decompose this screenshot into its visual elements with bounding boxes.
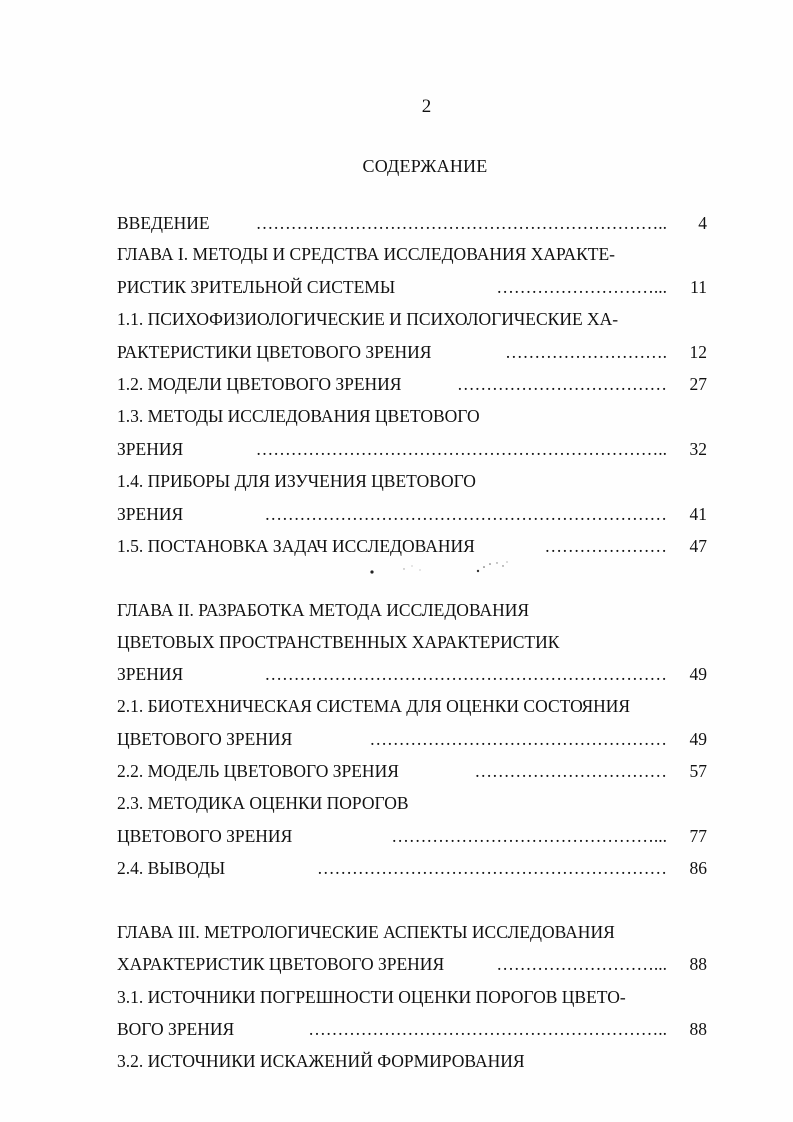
toc-entry [117,306,707,332]
toc-entry-text: 3.1. ИСТОЧНИКИ ПОГРЕШНОСТИ ОЦЕНКИ ПОРОГОВ ЦВЕТО- [117,987,626,1007]
toc-entry-text: ЗРЕНИЯ [117,504,184,524]
toc-entry-text: ГЛАВА I. МЕТОДЫ И СРЕДСТВА ИССЛЕДОВАНИЯ ХАРАКТЕ- [117,244,616,264]
toc-entry-text: ЦВЕТОВОГО ЗРЕНИЯ [117,729,293,749]
toc-entry [117,274,707,300]
toc-entry-dots: ………………………... [496,277,667,297]
toc-entry-text: 3.2. ИСТОЧНИКИ ИСКАЖЕНИЙ ФОРМИРОВАНИЯ [117,1051,525,1071]
toc-entry-page: 88 [689,1019,707,1039]
toc-entry-page: 32 [689,439,707,459]
toc-entry-text: ЦВЕТОВОГО ЗРЕНИЯ [117,826,293,846]
toc-entry-text: РИСТИК ЗРИТЕЛЬНОЙ СИСТЕМЫ [117,277,396,297]
toc-entry [117,855,707,881]
toc-entry [117,403,707,429]
toc-entry-text: 2.2. МОДЕЛЬ ЦВЕТОВОГО ЗРЕНИЯ [117,761,399,781]
toc-entry-page: 11 [690,277,707,297]
toc-entry [117,984,707,1010]
toc-entry [117,1016,707,1042]
toc-entry-dots: …………………………………………………………… [264,664,667,684]
toc-entry-text: 1.3. МЕТОДЫ ИССЛЕДОВАНИЯ ЦВЕТОВОГО [117,406,480,426]
toc-entry-text: 1.5. ПОСТАНОВКА ЗАДАЧ ИССЛЕДОВАНИЯ [117,536,475,556]
toc-entry-page: 49 [689,729,707,749]
toc-entry [117,1048,707,1074]
toc-entry-page: 4 [698,213,707,233]
toc-entry-text: РАКТЕРИСТИКИ ЦВЕТОВОГО ЗРЕНИЯ [117,342,432,362]
toc-entry-dots: …………………………………………………………… [264,504,667,524]
toc-entry-page: 41 [689,504,707,524]
toc-entry [117,758,707,784]
toc-entry-text: 2.3. МЕТОДИКА ОЦЕНКИ ПОРОГОВ [117,793,409,813]
toc-entry [117,661,707,687]
toc-entry [117,339,707,365]
toc-entry-text: ГЛАВА II. РАЗРАБОТКА МЕТОДА ИССЛЕДОВАНИЯ [117,600,530,620]
page-number: 2 [421,96,432,117]
toc-entry-page: 12 [689,342,707,362]
toc-entry-page: 88 [689,954,707,974]
toc-entry-dots: ………………… [544,536,667,556]
page-title: СОДЕРЖАНИЕ [362,156,488,176]
toc-entry-text: ВОГО ЗРЕНИЯ [117,1019,235,1039]
toc-entry [117,951,707,977]
toc-entry-text: 1.4. ПРИБОРЫ ДЛЯ ИЗУЧЕНИЯ ЦВЕТОВОГО [117,471,476,491]
toc-entry-page: 27 [689,374,707,394]
toc-entry [117,919,707,945]
toc-entry-text: ЦВЕТОВЫХ ПРОСТРАНСТВЕННЫХ ХАРАКТЕРИСТИК [117,632,560,652]
toc-entry [117,693,707,719]
toc-entry [117,597,707,623]
toc-entry [117,371,707,397]
toc-entry [117,823,707,849]
toc-entry [117,726,707,752]
toc-entry-text: ЗРЕНИЯ [117,664,184,684]
toc-entry-text: ЗРЕНИЯ [117,439,184,459]
toc-entry-text: ВВЕДЕНИЕ [117,213,210,233]
toc-entry-text: 1.2. МОДЕЛИ ЦВЕТОВОГО ЗРЕНИЯ [117,374,402,394]
toc-entry-text: 2.4. ВЫВОДЫ [117,858,226,878]
toc-entry [117,790,707,816]
toc-entry-page: 57 [689,761,707,781]
toc-entry-dots: …………………………… [474,761,667,781]
toc-entry [117,533,707,559]
toc-entry-dots: …………………………………………………………….. [255,213,667,233]
toc-entry [117,629,707,655]
toc-entry [117,436,707,462]
toc-entry-page: 86 [689,858,707,878]
toc-entry-dots: …………………………………………… [369,729,667,749]
toc-entry-dots: …………………………………………………….. [308,1019,667,1039]
toc-entry [117,468,707,494]
toc-entry-dots: ………………………………………... [391,826,667,846]
toc-entry-page: 77 [689,826,707,846]
toc-entry-text: 2.1. БИОТЕХНИЧЕСКАЯ СИСТЕМА ДЛЯ ОЦЕНКИ СОСТОЯНИЯ [117,696,631,716]
toc-entry-dots: ………………………... [496,954,667,974]
toc-entry [117,501,707,527]
toc-entry-page: 49 [689,664,707,684]
toc-entry-text: ХАРАКТЕРИСТИК ЦВЕТОВОГО ЗРЕНИЯ [117,954,445,974]
scan-noise-specks [360,560,520,576]
toc-entry [117,210,707,236]
toc-entry-dots: ………………………. [505,342,667,362]
toc-entry-dots: …………………………………………………… [317,858,667,878]
toc-entry-page: 47 [689,536,707,556]
toc-entry-dots: …………………………………………………………….. [255,439,667,459]
toc-entry-text: 1.1. ПСИХОФИЗИОЛОГИЧЕСКИЕ И ПСИХОЛОГИЧЕСКИЕ ХА- [117,309,619,329]
toc-entry [117,241,707,267]
toc-entry-text: ГЛАВА III. МЕТРОЛОГИЧЕСКИЕ АСПЕКТЫ ИССЛЕДОВАНИЯ [117,922,615,942]
toc-entry-dots: ……………………………… [457,374,667,394]
